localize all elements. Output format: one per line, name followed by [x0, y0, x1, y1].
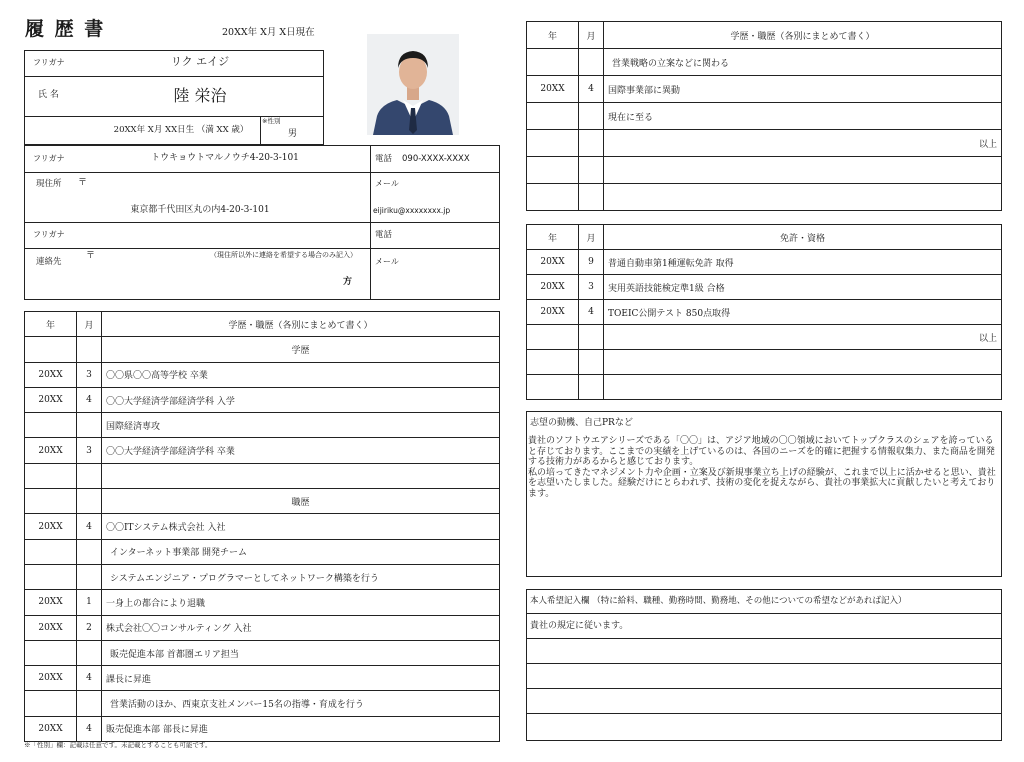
table-row	[25, 716, 500, 741]
row-year: 20XX	[25, 438, 77, 463]
row-year: 20XX	[25, 590, 77, 615]
table-row	[25, 514, 500, 539]
row-year	[527, 157, 579, 184]
table-row	[25, 413, 500, 438]
row-month	[77, 463, 102, 488]
row-month: 3	[77, 438, 102, 463]
row-month: 1	[77, 590, 102, 615]
table-row	[527, 130, 1002, 157]
furigana-label: フリガナ	[33, 58, 65, 67]
table-row	[25, 666, 500, 691]
table-header-row	[25, 312, 500, 337]
table-row	[25, 489, 500, 514]
row-description: 〇〇大学経済学部経済学科 入学	[102, 387, 500, 412]
history-left-table	[24, 311, 500, 742]
row-month	[77, 337, 102, 362]
person-photo-icon	[367, 34, 459, 135]
row-description	[604, 157, 1002, 184]
row-month	[77, 691, 102, 716]
col-year-header: 年	[527, 22, 579, 49]
row-description: 職歴	[102, 489, 500, 514]
row-year	[25, 463, 77, 488]
row-description	[604, 184, 1002, 211]
row-month	[579, 103, 604, 130]
table-header-row	[527, 225, 1002, 250]
postal-mark: 〒	[78, 178, 88, 188]
contact-postal-mark: 〒	[86, 251, 96, 261]
address-furigana-label: フリガナ	[33, 154, 65, 163]
row-month	[77, 564, 102, 589]
row-month	[579, 184, 604, 211]
wishes-box	[526, 589, 1002, 741]
phone-value: 090-XXXX-XXXX	[402, 154, 470, 164]
row-year	[25, 691, 77, 716]
row-description: 営業活動のほか、西東京支社メンバー15名の指導・育成を行う	[102, 691, 500, 716]
document-title: 履 歴 書	[25, 18, 106, 40]
furigana-value: リク エイジ	[170, 55, 230, 68]
address-furigana-value: トウキョウトマルノウチ4-20-3-101	[151, 153, 299, 163]
contact-phone-label: 電話	[375, 230, 393, 240]
table-row	[527, 250, 1002, 275]
wishes-value: 貴社の規定に従います。	[530, 621, 629, 631]
table-row	[25, 590, 500, 615]
row-year	[527, 350, 579, 375]
table-row	[527, 275, 1002, 300]
row-year	[25, 539, 77, 564]
col-month-header: 月	[579, 225, 604, 250]
row-description: 課長に昇進	[102, 666, 500, 691]
row-description: 学歴	[102, 337, 500, 362]
row-description: 現在に至る	[604, 103, 1002, 130]
row-year: 20XX	[25, 387, 77, 412]
name-label: 氏 名	[38, 90, 59, 100]
row-description: 販売促進本部 部長に昇進	[102, 716, 500, 741]
name-value: 陸 栄治	[173, 86, 227, 105]
mail-label: メール	[375, 179, 399, 188]
row-description: 国際経済専攻	[102, 413, 500, 438]
row-month: 4	[77, 666, 102, 691]
motivation-paragraph-2: 私の培ってきたマネジメント力や企画・立案及び新規事業立ち上げの経験が、これまで以上に活かせると思い、貴社を志望いたしました。経験だけにとらわれず、技術の変化を捉えながら、貴社の事業拡大に貢献したいと考えております。	[528, 467, 996, 499]
col-month-header: 月	[77, 312, 102, 337]
row-year	[25, 640, 77, 665]
table-row	[527, 300, 1002, 325]
col-desc-header: 学歴・職歴（各別にまとめて書く）	[102, 312, 500, 337]
row-year: 20XX	[527, 76, 579, 103]
row-year: 20XX	[527, 300, 579, 325]
row-month: 3	[579, 275, 604, 300]
phone-label: 電話	[375, 154, 393, 164]
row-month: 4	[77, 716, 102, 741]
col-desc-header: 学歴・職歴（各別にまとめて書く）	[604, 22, 1002, 49]
licenses-table	[526, 224, 1002, 400]
row-month: 4	[77, 387, 102, 412]
row-description	[604, 350, 1002, 375]
row-year	[527, 184, 579, 211]
row-description: 一身上の都合により退職	[102, 590, 500, 615]
contact-label: 連絡先	[36, 257, 62, 267]
row-description: 営業戦略の立案などに関わる	[604, 49, 1002, 76]
document-date: 20XX年 X月 X日現在	[222, 27, 315, 38]
gender-label: ※性別	[262, 117, 281, 125]
row-month: 4	[579, 76, 604, 103]
row-month	[77, 539, 102, 564]
col-desc-header: 免許・資格	[604, 225, 1002, 250]
row-description: 〇〇県〇〇高等学校 卒業	[102, 362, 500, 387]
row-description: 普通自動車第1種運転免許 取得	[604, 250, 1002, 275]
wishes-label: 本人希望記入欄 （特に給料、職種、勤務時間、勤務地、その他についての希望などがあれば記入）	[530, 596, 907, 606]
row-year	[25, 413, 77, 438]
contact-mail-label: メール	[375, 257, 399, 266]
row-year	[25, 564, 77, 589]
row-year	[25, 489, 77, 514]
row-month: 3	[77, 362, 102, 387]
row-description: 国際事業部に異動	[604, 76, 1002, 103]
address-label: 現住所	[36, 179, 62, 189]
row-month	[579, 350, 604, 375]
row-month	[77, 640, 102, 665]
row-month: 4	[77, 514, 102, 539]
row-description: インターネット事業部 開発チーム	[102, 539, 500, 564]
table-row	[25, 691, 500, 716]
table-row	[25, 615, 500, 640]
row-month: 4	[579, 300, 604, 325]
row-description: 〇〇大学経済学部経済学科 卒業	[102, 438, 500, 463]
row-description: 販売促進本部 首都圏エリア担当	[102, 640, 500, 665]
col-year-header: 年	[25, 312, 77, 337]
contact-furigana-label: フリガナ	[33, 230, 65, 239]
row-year	[527, 375, 579, 400]
table-row	[25, 387, 500, 412]
table-row	[527, 76, 1002, 103]
table-row	[25, 463, 500, 488]
row-description	[604, 375, 1002, 400]
row-month	[579, 130, 604, 157]
row-year: 20XX	[25, 716, 77, 741]
row-description: 以上	[604, 130, 1002, 157]
row-year	[527, 130, 579, 157]
motivation-text	[528, 436, 1000, 500]
row-month	[77, 413, 102, 438]
row-description: 〇〇ITシステム株式会社 入社	[102, 514, 500, 539]
row-month	[579, 157, 604, 184]
table-row	[527, 157, 1002, 184]
table-row	[527, 325, 1002, 350]
table-row	[527, 375, 1002, 400]
row-year: 20XX	[25, 615, 77, 640]
row-description: 実用英語技能検定準1級 合格	[604, 275, 1002, 300]
row-year: 20XX	[25, 362, 77, 387]
row-description: TOEIC公開テスト 850点取得	[604, 300, 1002, 325]
mail-value: eijiriku@xxxxxxxx.jp	[373, 206, 451, 215]
row-month: 9	[579, 250, 604, 275]
row-description: 以上	[604, 325, 1002, 350]
address-value: 東京都千代田区丸の内4-20-3-101	[130, 205, 270, 215]
row-month	[579, 49, 604, 76]
row-year: 20XX	[25, 514, 77, 539]
row-year: 20XX	[527, 275, 579, 300]
table-row	[25, 337, 500, 362]
row-month	[77, 489, 102, 514]
footnote: ※「性別」欄：記載は任意です。未記載とすることも可能です。	[24, 741, 212, 749]
birth-date: 20XX年 X月 XX日生 （満 XX 歳）	[113, 125, 249, 135]
row-year	[527, 325, 579, 350]
row-year	[527, 103, 579, 130]
table-row	[25, 640, 500, 665]
row-description: 株式会社〇〇コンサルティング 入社	[102, 615, 500, 640]
motivation-label: 志望の動機、自己PRなど	[530, 418, 633, 428]
row-month	[579, 325, 604, 350]
table-header-row	[527, 22, 1002, 49]
history-right-table	[526, 21, 1002, 211]
table-row	[527, 350, 1002, 375]
motivation-paragraph-1: 貴社のソフトウエアシリーズである「〇〇」は、アジア地域の〇〇領域においてトップクラスのシェアを誇っていると存じております。ここまでの実績を上げているのは、各国のニーズを的確に把握する情報収集力、また商品を開発する技術力があるからと感じております。	[528, 436, 995, 468]
col-month-header: 月	[579, 22, 604, 49]
gender-value: 男	[288, 129, 298, 139]
col-year-header: 年	[527, 225, 579, 250]
row-year: 20XX	[25, 666, 77, 691]
table-row	[527, 184, 1002, 211]
row-year	[527, 49, 579, 76]
table-row	[25, 564, 500, 589]
table-row	[527, 103, 1002, 130]
row-year: 20XX	[527, 250, 579, 275]
row-year	[25, 337, 77, 362]
table-row	[25, 438, 500, 463]
contact-kata: 方	[343, 277, 353, 287]
applicant-photo	[367, 34, 459, 135]
row-description: システムエンジニア・プログラマーとしてネットワーク構築を行う	[102, 564, 500, 589]
table-row	[527, 49, 1002, 76]
row-month	[579, 375, 604, 400]
table-row	[25, 539, 500, 564]
table-row	[25, 362, 500, 387]
row-month: 2	[77, 615, 102, 640]
row-description	[102, 463, 500, 488]
contact-note: （現住所以外に連絡を希望する場合のみ記入）	[210, 251, 357, 259]
